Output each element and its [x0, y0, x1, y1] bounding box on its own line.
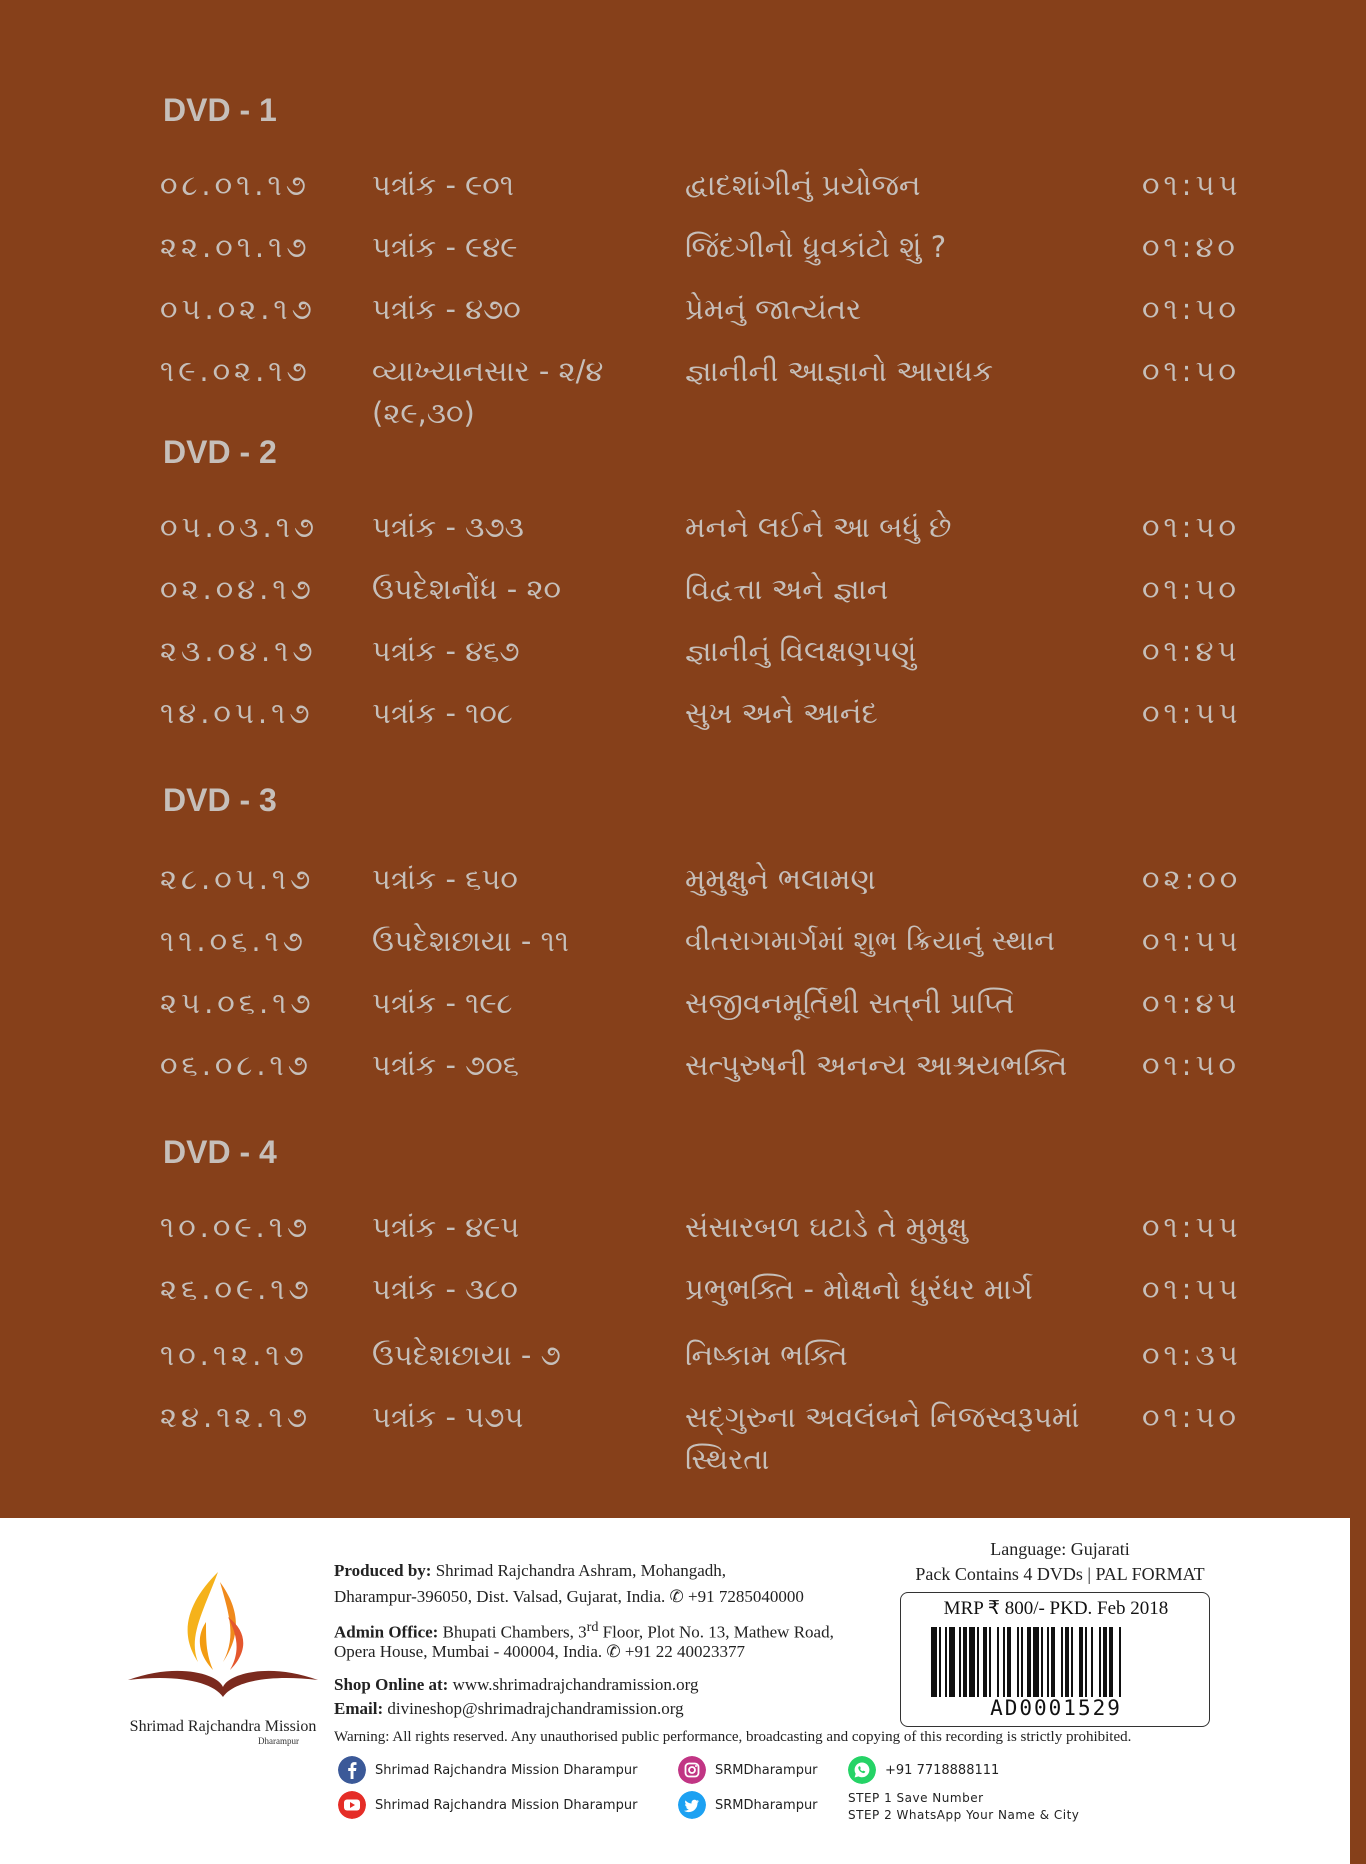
- track-duration: ૦૨:૦૦: [1142, 862, 1242, 896]
- barcode-stripe: [959, 1627, 961, 1697]
- track-duration: ૦૧:૪૦: [1142, 230, 1239, 264]
- track-duration: ૦૧:૩૫: [1142, 1338, 1242, 1372]
- dvd-2-title: DVD - 2: [163, 434, 277, 470]
- track-title: સંસારબળ ઘટાડે તે મુમુક્ષુ: [685, 1210, 968, 1244]
- track-date: ૨૬.૦૯.૧૭: [160, 1272, 313, 1306]
- track-reference: પત્રાંક - ૧૦૮: [372, 696, 513, 730]
- whatsapp-link[interactable]: [848, 1756, 999, 1784]
- twitter-link[interactable]: [678, 1791, 818, 1819]
- admin-label: Admin Office:: [334, 1622, 439, 1642]
- track-title: નિષ્કામ ભક્તિ: [685, 1338, 848, 1372]
- track-date: ૧૦.૧૨.૧૭: [160, 1338, 308, 1372]
- barcode-icon: [931, 1627, 1181, 1697]
- barcode-stripe: [1085, 1627, 1087, 1697]
- track-title: સજીવનમૂર્તિથી સત્‌ની પ્રાપ્તિ: [685, 986, 1015, 1020]
- youtube-label: Shrimad Rajchandra Mission Dharampur: [375, 1797, 638, 1813]
- track-reference: પત્રાંક - ૪૭૦: [372, 292, 521, 326]
- barcode-stripe: [1033, 1627, 1039, 1697]
- track-reference: પત્રાંક - ૩૭૩: [372, 510, 524, 544]
- track-date: ૨૨.૦૧.૧૭: [160, 230, 311, 264]
- track-date: ૦૬.૦૮.૧૭: [160, 1048, 312, 1082]
- track-date: ૦૮.૦૧.૧૭: [160, 168, 310, 202]
- track-reference: પત્રાંક - ૪૬૭: [372, 634, 520, 668]
- track-duration: ૦૧:૫૦: [1142, 572, 1240, 606]
- barcode-stripe: [1109, 1627, 1113, 1697]
- track-date: ૦૨.૦૪.૧૭: [160, 572, 315, 606]
- track-title: જ્ઞાનીની આજ્ઞાનો આરાધક: [685, 354, 994, 388]
- barcode-stripe: [1051, 1627, 1055, 1697]
- barcode-stripe: [1065, 1627, 1069, 1697]
- admin-line2: Opera House, Mumbai - 400004, India. ✆ +91 22 40023377: [334, 1642, 745, 1661]
- produced-line2: Dharampur-396050, Dist. Valsad, Gujarat, India. ✆ +91 7285040000: [334, 1587, 804, 1606]
- track-duration: ૦૧:૫૦: [1142, 354, 1240, 388]
- email-link[interactable]: divineshop@shrimadrajchandramission.org: [387, 1699, 684, 1718]
- barcode-stripe: [1091, 1627, 1093, 1697]
- barcode-number: AD0001529: [990, 1696, 1122, 1720]
- track-date: ૨૮.૦૫.૧૭: [160, 862, 315, 896]
- track-duration: ૦૧:૪૫: [1142, 986, 1241, 1020]
- org-name: Shrimad Rajchandra Mission: [129, 1718, 317, 1735]
- produced-by: [334, 1559, 726, 1583]
- track-reference: પત્રાંક - ૯૪૯: [372, 230, 518, 264]
- track-duration: ૦૧:૫૦: [1142, 1048, 1240, 1082]
- shop-online: [334, 1673, 699, 1697]
- barcode-stripe: [969, 1627, 975, 1697]
- track-title: જ્ઞાનીનું વિલક્ષણપણું: [685, 634, 917, 668]
- track-date: ૨૫.૦૬.૧૭: [160, 986, 315, 1020]
- barcode-stripe: [1103, 1627, 1107, 1697]
- track-title: દ્વાદશાંગીનું પ્રયોજન: [685, 168, 921, 202]
- track-reference: વ્યાખ્યાનસાર - ૨/૪ (૨૯,૩૦): [372, 354, 604, 430]
- admin-line1-pre: Bhupati Chambers, 3: [442, 1622, 587, 1642]
- barcode-stripe: [1003, 1627, 1005, 1697]
- barcode-stripe: [1041, 1627, 1043, 1697]
- track-duration: ૦૧:૫૦: [1142, 292, 1240, 326]
- barcode-stripe: [1007, 1627, 1011, 1697]
- twitter-label: SRMDharampur: [715, 1797, 818, 1813]
- track-title: સત્પુરુષની અનન્ય આશ્રયભક્તિ: [685, 1048, 1068, 1082]
- org-location: Dharampur: [258, 1736, 299, 1746]
- track-reference: પત્રાંક - ૫૭૫: [372, 1400, 524, 1434]
- barcode-stripe: [931, 1627, 937, 1697]
- barcode-stripe: [1119, 1627, 1121, 1697]
- track-reference: પત્રાંક - ૬૫૦: [372, 862, 518, 896]
- track-duration: ૦૧:૫૫: [1142, 1272, 1242, 1306]
- track-reference: ઉપદેશનોંધ - ૨૦: [372, 572, 561, 606]
- facebook-icon: [338, 1756, 366, 1784]
- track-duration: ૦૧:૫૫: [1142, 1210, 1242, 1244]
- mission-logo-icon: [118, 1562, 328, 1712]
- instagram-icon: [678, 1756, 706, 1784]
- youtube-link[interactable]: [338, 1791, 637, 1819]
- track-reference: પત્રાંક - ૯૦૧: [372, 168, 514, 202]
- track-reference: ઉપદેશછાયા - ૧૧: [372, 924, 570, 958]
- track-date: ૨૩.૦૪.૧૭: [160, 634, 317, 668]
- track-date: ૧૧.૦૬.૧૭: [160, 924, 307, 958]
- barcode-stripe: [1021, 1627, 1023, 1697]
- whatsapp-label: +91 7718888111: [885, 1762, 1000, 1778]
- language-info: [880, 1537, 1240, 1587]
- track-title: મનને લઈને આ બધું છે: [685, 510, 952, 544]
- barcode-stripe: [997, 1627, 999, 1697]
- track-reference: પત્રાંક - ૭૦૬: [372, 1048, 519, 1082]
- barcode-stripe: [1047, 1627, 1049, 1697]
- whatsapp-step-1: STEP 1 Save Number: [848, 1791, 984, 1805]
- track-title: વિદ્વત્તા અને જ્ઞાન: [685, 572, 889, 606]
- youtube-icon: [338, 1791, 366, 1819]
- track-title: વીતરાગમાર્ગમાં શુભ ક્રિયાનું સ્થાન: [685, 924, 1055, 957]
- barcode-stripe: [939, 1627, 941, 1697]
- instagram-link[interactable]: [678, 1756, 818, 1784]
- email-label: Email:: [334, 1699, 384, 1718]
- pack-info: Pack Contains 4 DVDs | PAL FORMAT: [915, 1564, 1205, 1584]
- barcode-panel: [900, 1592, 1210, 1727]
- facebook-label: Shrimad Rajchandra Mission Dharampur: [375, 1762, 638, 1778]
- track-reference: પત્રાંક - ૩૮૦: [372, 1272, 518, 1306]
- track-title: જિંદગીનો ધ્રુવકાંટો શું ?: [685, 230, 947, 264]
- track-date: ૧૦.૦૯.૧૭: [160, 1210, 312, 1244]
- track-reference: પત્રાંક - ૪૯૫: [372, 1210, 520, 1244]
- dvd-1-title: DVD - 1: [163, 92, 277, 128]
- barcode-stripe: [945, 1627, 947, 1697]
- track-date: ૧૪.૦૫.૧૭: [160, 696, 314, 730]
- dvd-3-title: DVD - 3: [163, 782, 277, 818]
- track-date: ૦૫.૦૩.૧૭: [160, 510, 319, 544]
- facebook-link[interactable]: [338, 1756, 637, 1784]
- barcode-stripe: [977, 1627, 979, 1697]
- email-row: [334, 1697, 684, 1721]
- track-duration: ૦૧:૫૫: [1142, 168, 1242, 202]
- admin-line1-post: Floor, Plot No. 13, Mathew Road,: [598, 1622, 834, 1642]
- track-title: સદ્ગુરુના અવલંબને નિજસ્વરૂપમાં સ્થિરતા: [685, 1400, 1080, 1476]
- warning-text: Warning: All rights reserved. Any unauthorised public performance, broadcasting and copying of this recording is strictly prohibited.: [334, 1729, 1132, 1745]
- track-reference: ઉપદેશછાયા - ૭: [372, 1338, 561, 1372]
- whatsapp-step-2: STEP 2 WhatsApp Your Name & City: [848, 1808, 1080, 1822]
- shop-url-link[interactable]: www.shrimadrajchandramission.org: [452, 1675, 699, 1694]
- track-date: ૧૯.૦૨.૧૭: [160, 354, 311, 388]
- mrp-label: MRP ₹ 800/- PKD. Feb 2018: [943, 1598, 1169, 1619]
- dvd-4-title: DVD - 4: [163, 1134, 277, 1170]
- track-title: પ્રેમનું જાત્યંતર: [685, 292, 862, 326]
- barcode-stripe: [1071, 1627, 1073, 1697]
- instagram-label: SRMDharampur: [715, 1762, 818, 1778]
- barcode-stripe: [1099, 1627, 1101, 1697]
- track-duration: ૦૧:૫૦: [1142, 1400, 1240, 1434]
- barcode-stripe: [1061, 1627, 1063, 1697]
- track-duration: ૦૧:૫૦: [1142, 510, 1240, 544]
- track-duration: ૦૧:૫૫: [1142, 924, 1242, 958]
- right-edge-strip: [1350, 1518, 1366, 1864]
- barcode-stripe: [1017, 1627, 1019, 1697]
- admin-line1-sup: rd: [586, 1619, 599, 1635]
- track-title: પ્રભુભક્તિ - મોક્ષનો ધુરંધર માર્ગ: [685, 1272, 1033, 1306]
- barcode-stripe: [949, 1627, 955, 1697]
- barcode-stripe: [963, 1627, 967, 1697]
- track-title: સુખ અને આનંદ: [685, 696, 878, 730]
- shop-label: Shop Online at:: [334, 1675, 449, 1694]
- track-date: ૨૪.૧૨.૧૭: [160, 1400, 312, 1434]
- track-reference: પત્રાંક - ૧૯૮: [372, 986, 513, 1020]
- produced-label: Produced by:: [334, 1561, 432, 1580]
- language-label: Language: Gujarati: [990, 1539, 1130, 1559]
- track-date: ૦૫.૦૨.૧૭: [160, 292, 316, 326]
- produced-line1: Shrimad Rajchandra Ashram, Mohangadh,: [435, 1561, 727, 1580]
- barcode-stripe: [983, 1627, 987, 1697]
- barcode-stripe: [1027, 1627, 1031, 1697]
- whatsapp-icon: [848, 1756, 876, 1784]
- barcode-stripe: [1079, 1627, 1083, 1697]
- twitter-icon: [678, 1791, 706, 1819]
- track-duration: ૦૧:૪૫: [1142, 634, 1241, 668]
- track-title: મુમુક્ષુને ભલામણ: [685, 862, 876, 896]
- track-duration: ૦૧:૫૫: [1142, 696, 1242, 730]
- barcode-stripe: [989, 1627, 991, 1697]
